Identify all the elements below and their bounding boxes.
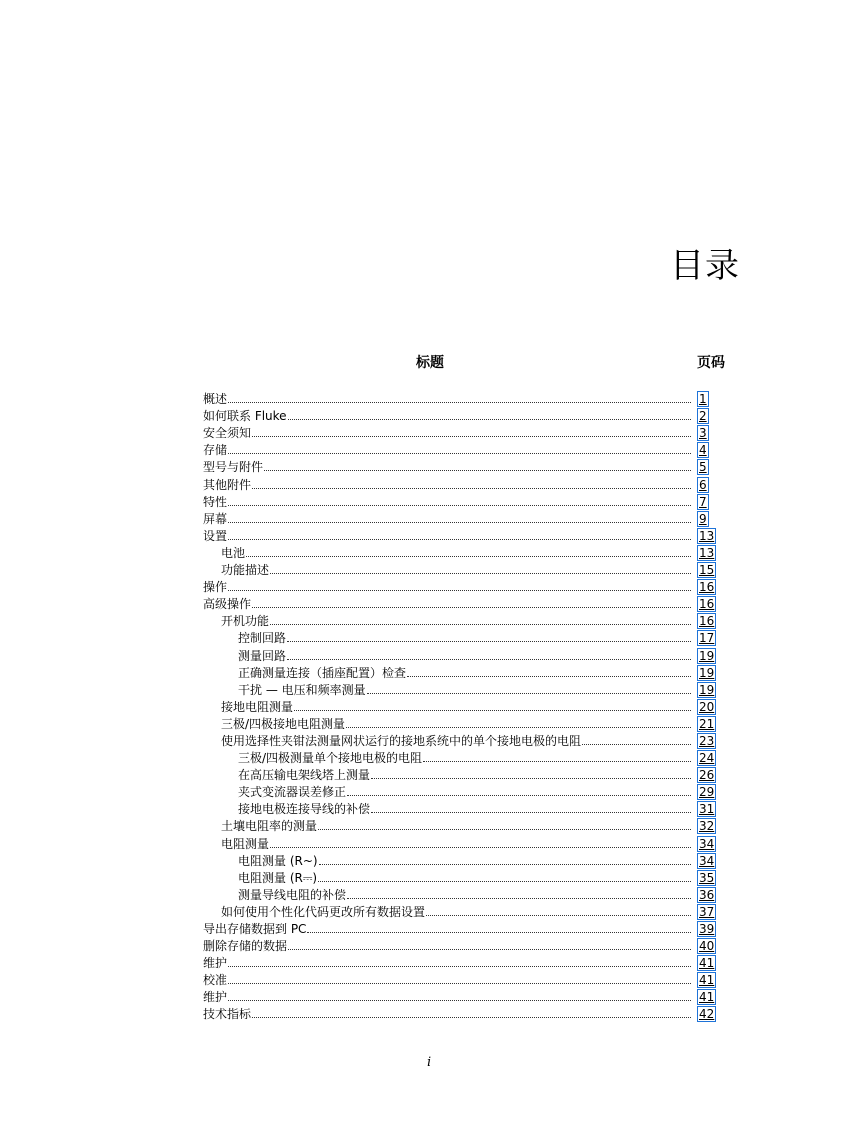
- toc-dot-leader: [371, 777, 691, 779]
- toc-dot-leader: [319, 863, 691, 865]
- toc-entry[interactable]: [203, 970, 715, 987]
- toc-entry[interactable]: [203, 731, 715, 748]
- toc-page-link[interactable]: 7: [699, 494, 707, 509]
- toc-page-cell: [693, 649, 715, 663]
- toc-entry-label: 土壤电阻率的测量: [221, 819, 318, 834]
- toc-dot-leader: [228, 965, 691, 967]
- toc-entry-label: 设置: [203, 528, 228, 543]
- toc-entry-label: 删除存储的数据: [203, 939, 288, 954]
- toc-dot-leader: [367, 692, 691, 694]
- toc-dot-leader: [371, 811, 691, 813]
- toc-page-link[interactable]: 13: [699, 528, 715, 543]
- toc-entry-label: 测量回路: [238, 648, 287, 663]
- footer-page-number: i: [427, 1055, 432, 1070]
- toc-dot-leader: [252, 435, 691, 437]
- toc-dot-leader: [252, 487, 691, 489]
- toc-entry-label: 安全须知: [203, 426, 252, 441]
- toc-page-link[interactable]: 32: [699, 819, 715, 834]
- toc-entry[interactable]: [203, 423, 715, 440]
- toc-page-link[interactable]: 34: [699, 853, 715, 868]
- toc-page-link[interactable]: 29: [699, 785, 715, 800]
- toc-entry[interactable]: [203, 851, 715, 868]
- toc-page-cell: [693, 580, 715, 594]
- toc-entry[interactable]: [203, 543, 715, 560]
- toc-page-link[interactable]: 41: [699, 956, 715, 971]
- toc-dot-leader: [270, 846, 691, 848]
- toc-entry-label: 电阻测量: [221, 836, 270, 851]
- toc-page-cell: [693, 956, 715, 970]
- toc-entry[interactable]: [203, 868, 715, 885]
- toc-entry[interactable]: [203, 919, 715, 936]
- toc-page-link[interactable]: 40: [699, 939, 715, 954]
- toc-page-link[interactable]: 19: [699, 665, 715, 680]
- toc-dot-leader: [288, 948, 691, 950]
- toc-page-cell: [693, 905, 715, 919]
- toc-page-cell: [693, 888, 715, 902]
- toc-entry-label: 存储: [203, 443, 228, 458]
- toc-page-cell: [693, 700, 715, 714]
- toc-page-cell: [693, 922, 715, 936]
- toc-entry[interactable]: [203, 987, 715, 1004]
- toc-page-cell: [693, 819, 715, 833]
- toc-entry-label: 在高压输电架线塔上测量: [238, 768, 371, 783]
- toc-page-link[interactable]: 39: [699, 922, 715, 936]
- toc-page-cell: [693, 512, 715, 526]
- toc-page-link[interactable]: 6: [699, 477, 707, 492]
- toc-dot-leader: [347, 897, 691, 899]
- toc-entry-label: 如何联系 Fluke: [203, 409, 287, 424]
- toc-page-link[interactable]: 5: [699, 460, 707, 475]
- toc-entry-label: 操作: [203, 580, 228, 595]
- toc-dot-leader: [228, 521, 691, 523]
- toc-page-link[interactable]: 16: [699, 580, 715, 595]
- toc-page-link[interactable]: 13: [699, 545, 715, 560]
- toc-page-cell: [693, 990, 715, 1004]
- toc-entry-label: 特性: [203, 494, 228, 509]
- toc-page-link[interactable]: 34: [699, 836, 715, 851]
- toc-dot-leader: [407, 675, 691, 677]
- toc-entry[interactable]: [203, 611, 715, 628]
- toc-page-cell: [693, 837, 715, 851]
- toc-entry-label: 控制回路: [238, 631, 287, 646]
- toc-dot-leader: [252, 1016, 691, 1018]
- toc-dot-leader: [318, 880, 691, 882]
- toc-dot-leader: [228, 538, 691, 540]
- toc-page-cell: [693, 717, 715, 731]
- toc-dot-leader: [346, 726, 691, 728]
- page-title: 目录: [670, 246, 740, 286]
- toc-page-link[interactable]: 4: [699, 443, 707, 458]
- toc-page-cell: [693, 939, 715, 953]
- toc-dot-leader: [228, 452, 691, 454]
- toc-entry-label: 维护: [203, 956, 228, 971]
- toc-entry-label: 高级操作: [203, 597, 252, 612]
- toc-dot-leader: [347, 794, 691, 796]
- toc-entry[interactable]: [203, 645, 715, 662]
- toc-entry[interactable]: [203, 680, 715, 697]
- toc-entry-label: 屏幕: [203, 511, 228, 526]
- toc-entry-label: 使用选择性夹钳法测量网状运行的接地系统中的单个接地电极的电阻: [221, 733, 582, 748]
- toc-entry-label: 接地电极连接导线的补偿: [238, 802, 371, 817]
- toc-entry-label: 功能描述: [221, 563, 270, 578]
- toc-page-cell: [693, 614, 715, 628]
- toc-entry-label: 开机功能: [221, 614, 270, 629]
- toc-page-cell: [693, 1007, 715, 1021]
- toc-dot-leader: [228, 999, 691, 1001]
- toc-entry[interactable]: [203, 816, 715, 833]
- toc-dot-leader: [294, 709, 691, 711]
- toc-dot-leader: [270, 572, 691, 574]
- toc-page-link[interactable]: 36: [699, 887, 715, 902]
- toc-page-cell: [693, 409, 715, 423]
- toc-page-link[interactable]: 2: [699, 409, 707, 424]
- toc-dot-leader: [287, 640, 691, 642]
- toc-entry[interactable]: [203, 748, 715, 765]
- toc-dot-leader: [228, 589, 691, 591]
- toc-page-cell: [693, 683, 715, 697]
- toc-entry-label: 维护: [203, 990, 228, 1005]
- toc-entry[interactable]: [203, 799, 715, 816]
- toc-entry[interactable]: [203, 389, 715, 406]
- toc-entry-label: 如何使用个性化代码更改所有数据设置: [221, 904, 426, 919]
- toc-dot-leader: [288, 418, 691, 420]
- toc-page-link[interactable]: 24: [699, 751, 715, 766]
- toc-page-cell: [693, 871, 715, 885]
- toc-dot-leader: [318, 828, 691, 830]
- toc-entry-label: 夹式变流器误差修正: [238, 785, 347, 800]
- toc-entry[interactable]: [203, 526, 715, 543]
- toc-entry-label: 接地电阻测量: [221, 699, 294, 714]
- toc-page-link[interactable]: 41: [699, 973, 715, 988]
- toc-page-link[interactable]: 16: [699, 597, 715, 612]
- toc-entry-label: 正确测量连接（插座配置）检查: [238, 665, 407, 680]
- toc-page-link[interactable]: 31: [699, 802, 715, 817]
- toc-page-link[interactable]: 42: [699, 1007, 715, 1022]
- toc-page-cell: [693, 529, 715, 543]
- toc-page-link[interactable]: 26: [699, 768, 715, 783]
- toc-entry[interactable]: [203, 594, 715, 611]
- toc-page-cell: [693, 478, 715, 492]
- toc-entry[interactable]: [203, 509, 715, 526]
- table-of-contents: [203, 389, 715, 1021]
- toc-dot-leader: [426, 914, 691, 916]
- toc-page-cell: [693, 495, 715, 509]
- title-column-header: 标题: [416, 355, 444, 371]
- toc-dot-leader: [287, 658, 691, 660]
- toc-dot-leader: [228, 504, 691, 506]
- toc-entry[interactable]: [203, 833, 715, 850]
- toc-page-link[interactable]: 15: [699, 563, 715, 578]
- toc-page-cell: [693, 631, 715, 645]
- toc-dot-leader: [582, 743, 691, 745]
- toc-entry[interactable]: [203, 577, 715, 594]
- toc-entry-label: 电阻测量 (R~): [238, 853, 318, 868]
- toc-dot-leader: [423, 760, 691, 762]
- toc-page-cell: [693, 666, 715, 680]
- toc-entry-label: 其他附件: [203, 477, 252, 492]
- toc-entry[interactable]: [203, 902, 715, 919]
- toc-page-cell: [693, 563, 715, 577]
- toc-page-cell: [693, 426, 715, 440]
- toc-page-link[interactable]: 21: [699, 716, 715, 731]
- toc-entry-label: 三极/四极接地电阻测量: [221, 716, 346, 731]
- toc-entry[interactable]: [203, 953, 715, 970]
- toc-page-link[interactable]: 23: [699, 733, 715, 748]
- toc-entry[interactable]: [203, 560, 715, 577]
- toc-page-cell: [693, 546, 715, 560]
- toc-page-link[interactable]: 19: [699, 648, 715, 663]
- toc-page-link[interactable]: 35: [699, 870, 715, 885]
- toc-entry[interactable]: [203, 406, 715, 423]
- toc-page-cell: [693, 392, 715, 406]
- toc-page-link[interactable]: 9: [699, 511, 707, 526]
- toc-entry[interactable]: [203, 628, 715, 645]
- page-column-header: 页码: [697, 355, 725, 371]
- toc-entry-label: 测量导线电阻的补偿: [238, 887, 347, 902]
- toc-page-cell: [693, 460, 715, 474]
- toc-page-link[interactable]: 17: [699, 631, 715, 646]
- toc-dot-leader: [228, 982, 691, 984]
- toc-page-link[interactable]: 1: [699, 392, 707, 407]
- toc-entry-label: 导出存储数据到 PC: [203, 922, 307, 936]
- toc-page-cell: [693, 973, 715, 987]
- toc-entry-label: 概述: [203, 392, 228, 407]
- toc-entry-label: 干扰 — 电压和频率测量: [238, 682, 366, 697]
- toc-dot-leader: [246, 555, 691, 557]
- toc-entry[interactable]: [203, 1004, 715, 1021]
- toc-page-cell: [693, 751, 715, 765]
- toc-entry-label: 电池: [221, 545, 246, 560]
- toc-entry[interactable]: [203, 440, 715, 457]
- toc-entry[interactable]: [203, 697, 715, 714]
- toc-entry[interactable]: [203, 936, 715, 953]
- toc-entry[interactable]: [203, 663, 715, 680]
- toc-page-link[interactable]: 16: [699, 614, 715, 629]
- toc-page-link[interactable]: 37: [699, 904, 715, 919]
- toc-entry[interactable]: [203, 885, 715, 902]
- toc-page-cell: [693, 785, 715, 799]
- toc-page-cell: [693, 802, 715, 816]
- toc-entry[interactable]: [203, 765, 715, 782]
- toc-page-cell: [693, 854, 715, 868]
- toc-entry[interactable]: [203, 474, 715, 491]
- toc-entry[interactable]: [203, 714, 715, 731]
- toc-entry-label: 校准: [203, 973, 228, 988]
- toc-dot-leader: [270, 623, 691, 625]
- toc-page-cell: [693, 768, 715, 782]
- toc-page-link[interactable]: 3: [699, 426, 707, 441]
- toc-page-cell: [693, 734, 715, 748]
- toc-entry[interactable]: [203, 782, 715, 799]
- toc-entry-label: 三极/四极测量单个接地电极的电阻: [238, 751, 423, 766]
- toc-dot-leader: [228, 401, 691, 403]
- toc-entry-label: 型号与附件: [203, 460, 264, 475]
- toc-page-cell: [693, 443, 715, 457]
- toc-entry[interactable]: [203, 492, 715, 509]
- toc-page-link[interactable]: 19: [699, 682, 715, 697]
- toc-page-cell: [693, 597, 715, 611]
- toc-entry-label: 电阻测量 (R⎓): [238, 870, 318, 885]
- toc-page-link[interactable]: 41: [699, 990, 715, 1005]
- toc-entry[interactable]: [203, 457, 715, 474]
- toc-dot-leader: [307, 931, 691, 933]
- toc-entry-label: 技术指标: [203, 1007, 252, 1022]
- toc-page-link[interactable]: 20: [699, 699, 715, 714]
- toc-dot-leader: [252, 606, 691, 608]
- toc-dot-leader: [264, 469, 691, 471]
